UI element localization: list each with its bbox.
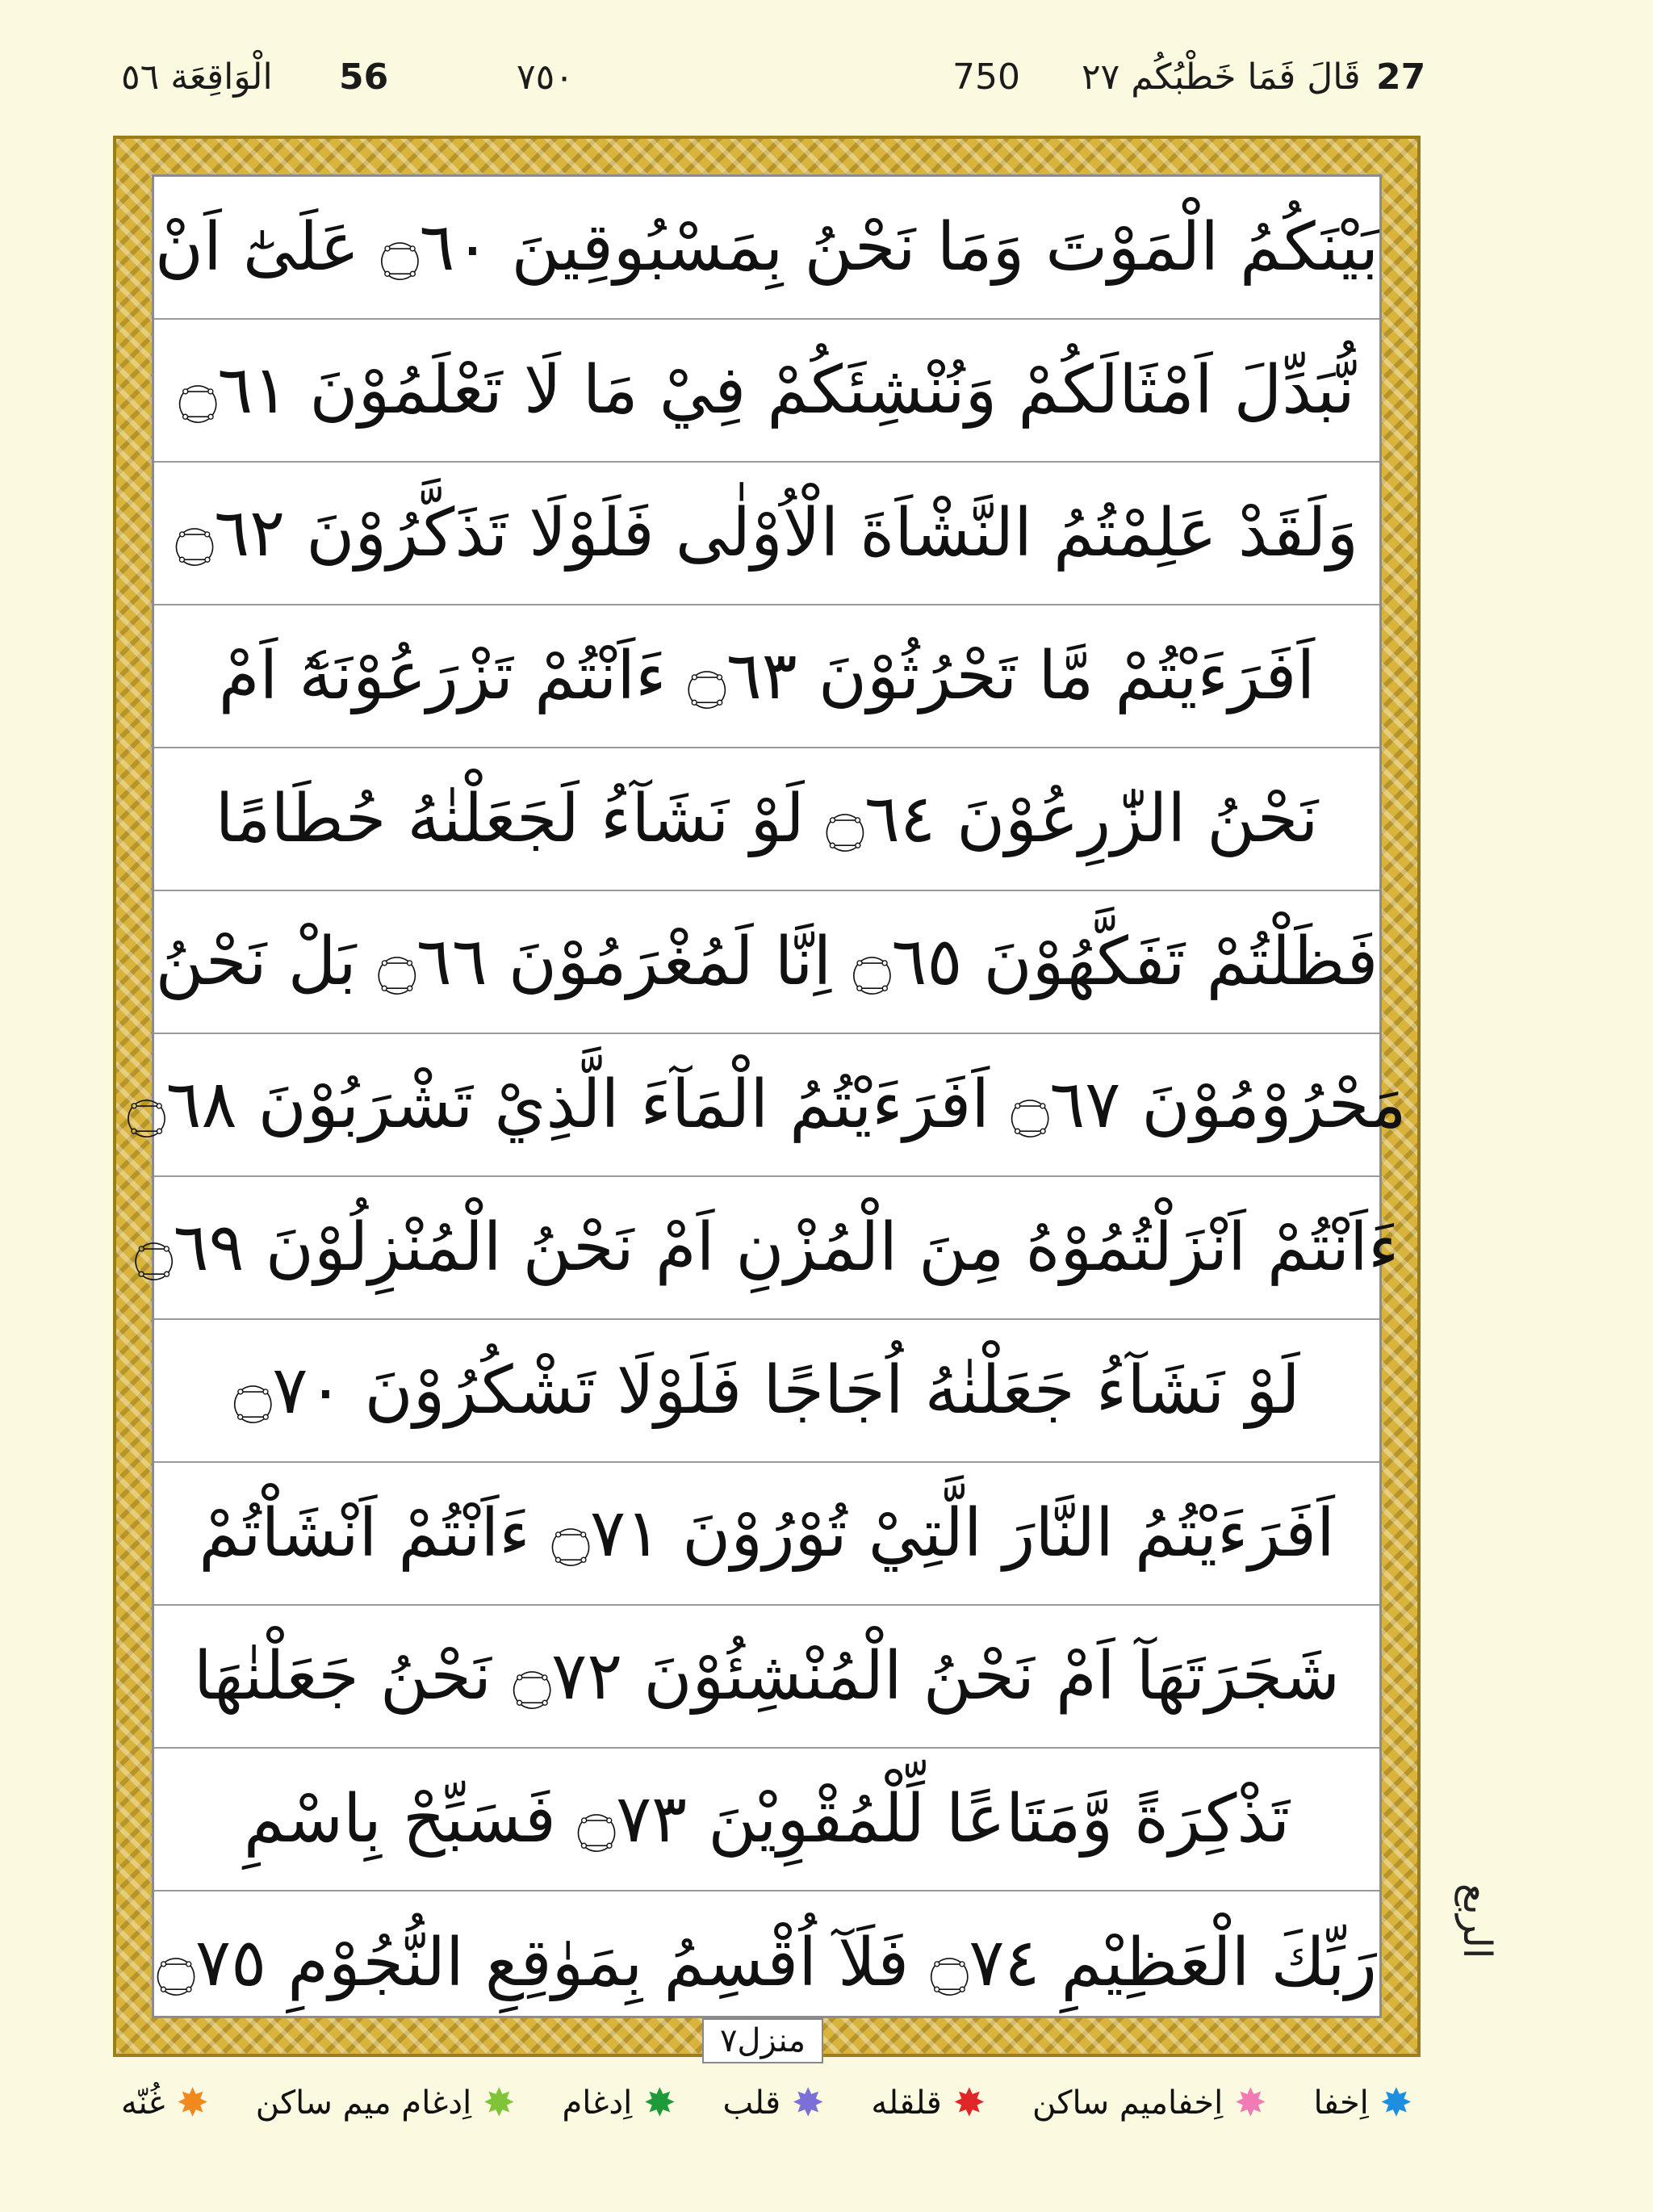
legend-label: اِخفا [1313, 2084, 1369, 2122]
verse-line: نَحْنُ الزّٰرِعُوْنَ ۝٦٤ لَوْ نَشَآءُ لَجَعَلْنٰهُ حُطَامًا [154, 748, 1379, 891]
verse-line: تَذْكِرَةً وَّمَتَاعًا لِّلْمُقْوِيْنَ ۝٧٣ فَسَبِّحْ بِاسْمِ [154, 1749, 1379, 1892]
quran-page [127, 174, 1407, 2018]
star-icon: ✸ [643, 2080, 676, 2126]
legend-item [1313, 2080, 1412, 2126]
ornamental-border [113, 136, 1421, 2057]
verse-line: ءَاَنْتُمْ اَنْزَلْتُمُوْهُ مِنَ الْمُزْنِ اَمْ نَحْنُ الْمُنْزِلُوْنَ ۝٦٩ [154, 1177, 1379, 1320]
verse-line: بَيْنَكُمُ الْمَوْتَ وَمَا نَحْنُ بِمَسْبُوقِينَ ۝٦٠ عَلَىٰٓ اَنْ [154, 177, 1379, 320]
surah-name: الْوَاقِعَة ٥٦ [121, 57, 273, 98]
legend-label: اِدغام میم ساکن [255, 2084, 472, 2122]
legend-label: قلب [722, 2084, 781, 2122]
legend-label: اِخفامیم ساکن [1032, 2084, 1224, 2122]
star-icon: ✸ [483, 2080, 516, 2126]
verse-line: شَجَرَتَهَآ اَمْ نَحْنُ الْمُنْشِئُوْنَ ۝٧٢ نَحْنُ جَعَلْنٰهَا [154, 1606, 1379, 1749]
juz-number: 27 [1376, 57, 1426, 98]
star-icon: ✸ [792, 2080, 825, 2126]
tajweed-legend [121, 2067, 1412, 2139]
legend-item [1032, 2080, 1267, 2126]
legend-label: اِدغام [562, 2084, 633, 2122]
legend-label: غُنّه [121, 2084, 165, 2122]
verse-line: نُّبَدِّلَ اَمْثَالَكُمْ وَنُنْشِئَكُمْ فِيْ مَا لَا تَعْلَمُوْنَ ۝٦١ [154, 320, 1379, 463]
legend-item [871, 2080, 986, 2126]
legend-item [722, 2080, 825, 2126]
legend-label: قلقله [871, 2084, 942, 2122]
verse-line: فَظَلْتُمْ تَفَكَّهُوْنَ ۝٦٥ اِنَّا لَمُغْرَمُوْنَ ۝٦٦ بَلْ نَحْنُ [154, 891, 1379, 1034]
star-icon: ✸ [176, 2080, 209, 2126]
verse-line: اَفَرَءَيْتُمْ مَّا تَحْرُثُوْنَ ۝٦٣ ءَاَنْتُمْ تَزْرَعُوْنَهٗٓ اَمْ [154, 605, 1379, 748]
verse-line: وَلَقَدْ عَلِمْتُمُ النَّشْاَةَ الْاُوْلٰى فَلَوْلَا تَذَكَّرُوْنَ ۝٦٢ [154, 463, 1379, 605]
star-icon: ✸ [1234, 2080, 1267, 2126]
page-number-arabic: ٧٥٠ [517, 57, 574, 98]
verse-line: مَحْرُوْمُوْنَ ۝٦٧ اَفَرَءَيْتُمُ الْمَآءَ الَّذِيْ تَشْرَبُوْنَ ۝٦٨ [154, 1034, 1379, 1177]
legend-item [121, 2080, 209, 2126]
page-header [121, 50, 1426, 115]
verse-line: رَبِّكَ الْعَظِيْمِ ۝٧٤ فَلَآ اُقْسِمُ بِمَوٰقِعِ النُّجُوْمِ ۝٧٥ [156, 1925, 1378, 2001]
surah-number: 56 [339, 57, 389, 98]
star-icon: ✸ [1379, 2080, 1412, 2126]
juz-name: قَالَ فَمَا خَطْبُكُم ٢٧ [1082, 57, 1361, 98]
star-icon: ✸ [952, 2080, 986, 2126]
legend-item [562, 2080, 676, 2126]
page-number: 750 [952, 57, 1020, 98]
verse-line: اَفَرَءَيْتُمُ النَّارَ الَّتِيْ تُوْرُوْنَ ۝٧١ ءَاَنْتُمْ اَنْشَاْتُمْ [154, 1463, 1379, 1606]
rub-marker: الربع [1454, 1883, 1500, 1959]
manzil-label: منزل٧ [702, 2018, 823, 2063]
legend-item [255, 2080, 516, 2126]
verse-line: لَوْ نَشَآءُ جَعَلْنٰهُ اُجَاجًا فَلَوْلَا تَشْكُرُوْنَ ۝٧٠ [154, 1320, 1379, 1463]
